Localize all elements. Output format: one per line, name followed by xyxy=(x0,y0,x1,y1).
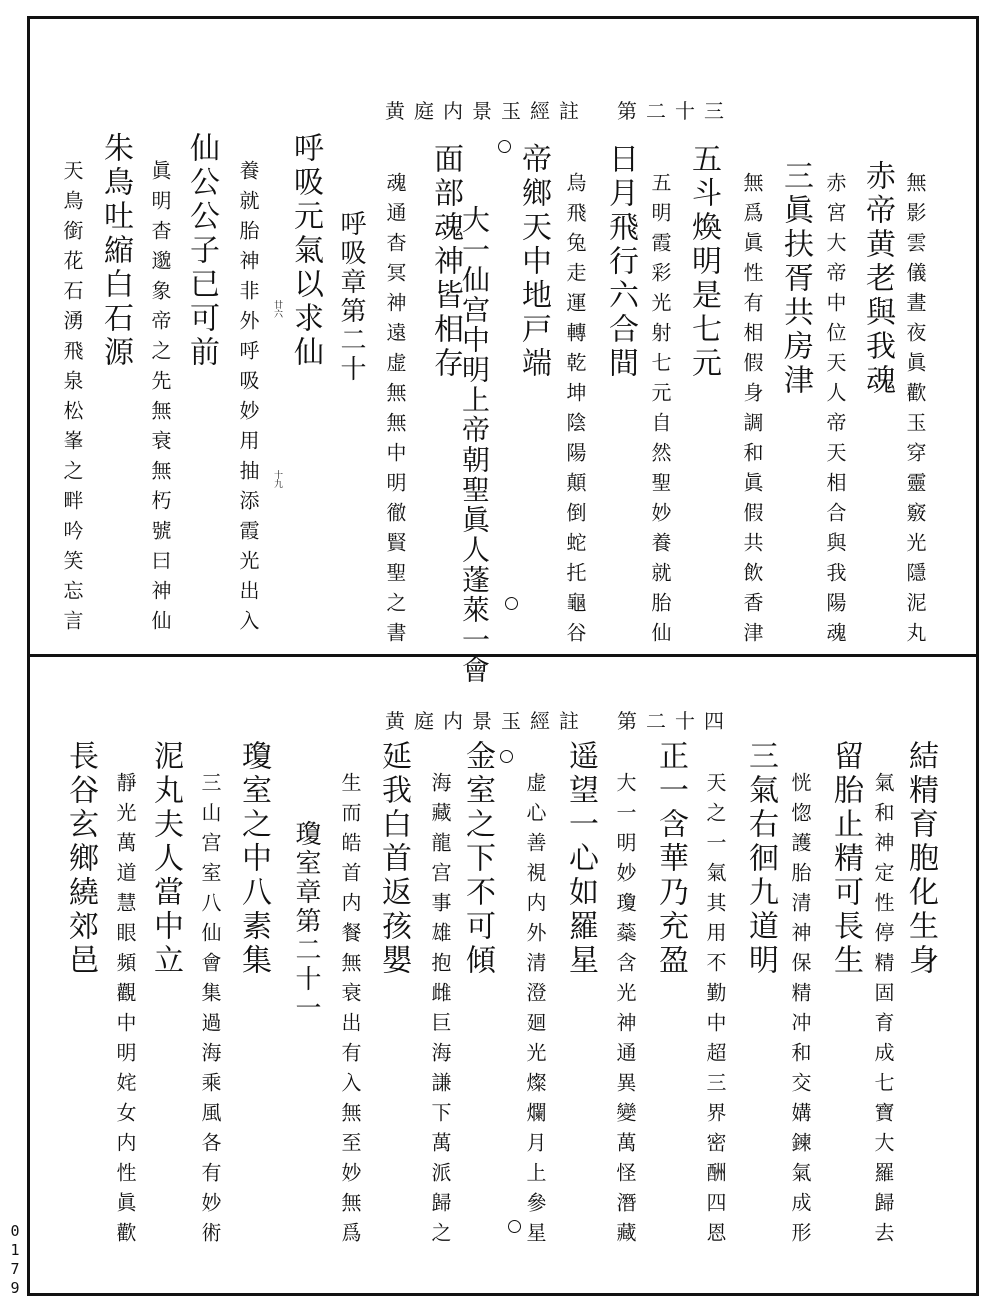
upper-column: 無影雲儀晝夜眞歡玉穿靈竅光隱泥丸 xyxy=(903,172,927,652)
lower-column: 天之一氣其用不勤中超三界密酬四恩 xyxy=(703,772,727,1252)
upper-column: 仙公公子已可前 xyxy=(184,132,219,370)
lower-header: 黄庭内景玉經註 第二十四 xyxy=(385,709,733,733)
upper-column: 呼吸章第二十 xyxy=(336,210,366,384)
lower-column: 氣和神定性停精固育成七寶大羅歸去 xyxy=(871,772,895,1252)
lower-column: 虚心善視内外清澄廻光燦爛月上參星 xyxy=(523,772,547,1252)
lower-column: 遥望一心如羅星 xyxy=(563,740,598,978)
upper-column: 帝鄉天中地戸端 xyxy=(516,143,551,381)
upper-column: 赤帝黄老與我魂 xyxy=(860,160,895,398)
ring-mark xyxy=(500,750,513,763)
lower-column: 三氣右徊九道明 xyxy=(743,740,778,978)
upper-column: 天鳥銜花石湧飛泉松峯之畔吟笑忘言 xyxy=(60,160,84,640)
ring-mark xyxy=(498,140,511,153)
upper-column: 大一仙宫中明上帝朝聖眞人蓬萊一會 xyxy=(458,205,491,685)
lower-column: 靜光萬道慧眼頻觀中明姹女内性眞歡 xyxy=(113,772,137,1252)
upper-column: 面部魂神皆相存 xyxy=(428,143,463,381)
page-number: 0179 xyxy=(6,1222,24,1298)
lower-column: 留胎止精可長生 xyxy=(828,740,863,978)
margin-note: 十九 xyxy=(272,470,282,488)
upper-column: 無爲眞性有相假身調和眞假共飲香津 xyxy=(740,172,764,652)
lower-column: 生而皓首内餐無衰出有入無至妙無爲 xyxy=(338,772,362,1252)
upper-column: 五明霞彩光射七元自然聖妙養就胎仙 xyxy=(648,172,672,652)
upper-column: 朱鳥吐縮白石源 xyxy=(98,132,133,370)
margin-note: 廿六 xyxy=(272,300,282,318)
panel-divider xyxy=(27,654,979,657)
upper-column: 眞明杳邈象帝之先無衰無朽號曰神仙 xyxy=(148,160,172,640)
lower-column: 大一明妙瓊蘂含光神通異變萬怪潛藏 xyxy=(613,772,637,1252)
ring-mark xyxy=(505,597,518,610)
lower-column: 海藏龍宫事雄抱雌巨海謙下萬派歸之 xyxy=(428,772,452,1252)
upper-column: 日月飛行六合間 xyxy=(603,143,638,381)
upper-column: 魂通杳冥神遠虚無無中明徹賢聖之書 xyxy=(383,172,407,652)
lower-column: 泥丸夫人當中立 xyxy=(148,740,183,978)
lower-column: 結精育胞化生身 xyxy=(903,740,938,978)
lower-column: 延我白首返孩嬰 xyxy=(376,740,411,978)
upper-column: 呼吸元氣以求仙 xyxy=(288,132,323,370)
upper-column: 赤宮大帝中位天人帝天相合與我陽魂 xyxy=(823,172,847,652)
upper-header: 黄庭内景玉經註 第二十三 xyxy=(385,99,733,123)
lower-column: 長谷玄鄉繞郊邑 xyxy=(63,740,98,978)
lower-column: 三山宫室八仙會集過海乘風各有妙術 xyxy=(198,772,222,1252)
upper-column: 三眞扶胥共房津 xyxy=(778,160,813,398)
upper-column: 五斗煥明是七元 xyxy=(686,143,721,381)
upper-column: 烏飛兔走運轉乾坤陰陽顛倒蛇托龜谷 xyxy=(563,172,587,652)
lower-column: 瓊室之中八素集 xyxy=(236,740,271,978)
ring-mark xyxy=(508,1220,521,1233)
upper-column: 養就胎神非外呼吸妙用抽添霞光出入 xyxy=(236,160,260,640)
lower-column: 恍惚護胎清神保精冲和交媾鍊氣成形 xyxy=(788,772,812,1252)
lower-column: 正一含華乃充盈 xyxy=(653,740,688,978)
lower-column: 金室之下不可傾 xyxy=(460,740,495,978)
lower-column: 瓊室章第二十一 xyxy=(291,820,321,1023)
